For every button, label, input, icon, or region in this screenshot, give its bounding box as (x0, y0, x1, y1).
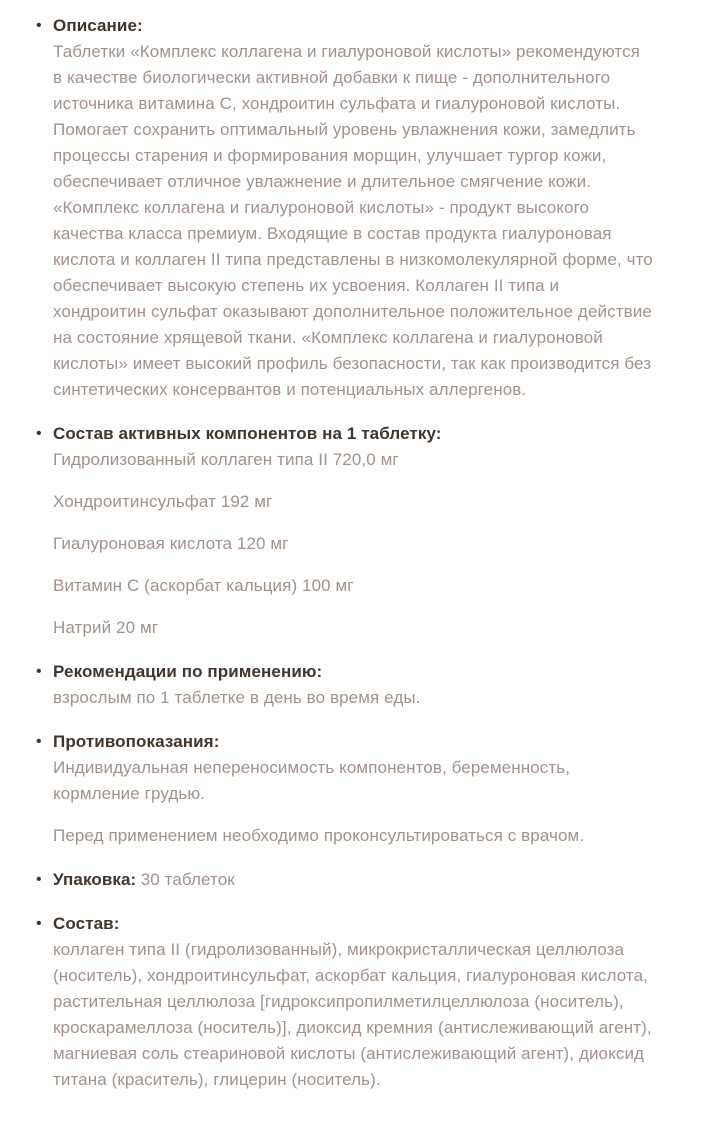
section-description-content (53, 13, 653, 403)
bullet-icon: • (36, 425, 42, 442)
section-composition-title: Состав: (53, 914, 120, 933)
component-item: Хондроитинсульфат 192 мг (53, 492, 273, 511)
section-composition (36, 911, 653, 1093)
section-composition-body: коллаген типа II (гидролизованный), микрокристаллическая целлюлоза (носитель), хондроитинсульфат, аскорбат кальция, гиалуроновая кислота, растительная целлюлоза [гидроксипропилметилцеллюлоза (носитель), кроскарамеллоза (носитель)], диоксид кремния (антислеживающий агент), магниевая соль стеариновой кислоты (антислеживающий агент), диоксид титана (краситель), глицерин (носитель). (53, 940, 652, 1089)
bullet-icon: • (36, 663, 42, 680)
bullet-icon: • (36, 915, 42, 932)
section-contraindications-body: Индивидуальная непереносимость компонентов, беременность, кормление грудью. (53, 758, 571, 803)
section-recommendations-body: взрослым по 1 таблетке в день во время еды. (53, 688, 421, 707)
section-description-body: Таблетки «Комплекс коллагена и гиалуроновой кислоты» рекомендуются в качестве биологически активной добавки к пище - дополнительного источника витамина С, хондроитин сульфата и гиалуроновой кислоты. Помогает сохранить оптимальный уровень увлажнения кожи, замедлить процессы старения и формирования морщин, улучшает тургор кожи, обеспечивает отличное увлажнение и длительное смягчение кожи. «Комплекс коллагена и гиалуроновой кислоты» - продукт высокого качества класса премиум. Входящие в состав продукта гиалуроновая кислота и коллаген II типа представлены в низкомолекулярной форме, что обеспечивает высокую степень их усвоения. Коллаген II типа и хондроитин сульфат оказывают дополнительное положительное действие на состояние хрящевой ткани. «Комплекс коллагена и гиалуроновой кислоты» имеет высокий профиль безопасности, так как производится без синтетических консервантов и потенциальных аллергенов. (53, 42, 653, 399)
section-active-components-content (53, 421, 653, 641)
section-contraindications-title: Противопоказания: (53, 732, 220, 751)
section-composition-content (53, 911, 653, 1093)
section-description (36, 13, 653, 403)
component-item: Натрий 20 мг (53, 618, 159, 637)
component-item: Гидролизованный коллаген типа II 720,0 мг (53, 450, 399, 469)
section-active-components-title: Состав активных компонентов на 1 таблетку: (53, 424, 442, 443)
section-contraindications (36, 729, 653, 849)
section-recommendations-title: Рекомендации по применению: (53, 662, 323, 681)
bullet-icon: • (36, 733, 42, 750)
section-active-components (36, 421, 653, 641)
section-contraindications-content (53, 729, 653, 849)
section-recommendations (36, 659, 653, 711)
component-item: Гиалуроновая кислота 120 мг (53, 534, 289, 553)
section-contraindications-note: Перед применением необходимо проконсультироваться с врачом. (53, 826, 585, 845)
section-description-title: Описание: (53, 16, 143, 35)
section-packaging-title: Упаковка: (53, 870, 137, 889)
section-packaging-value: 30 таблеток (140, 870, 235, 889)
bullet-icon: • (36, 17, 42, 34)
section-recommendations-content (53, 659, 653, 711)
section-packaging (36, 867, 653, 893)
component-item: Витамин С (аскорбат кальция) 100 мг (53, 576, 354, 595)
bullet-icon: • (36, 871, 42, 888)
section-packaging-content (53, 867, 653, 893)
